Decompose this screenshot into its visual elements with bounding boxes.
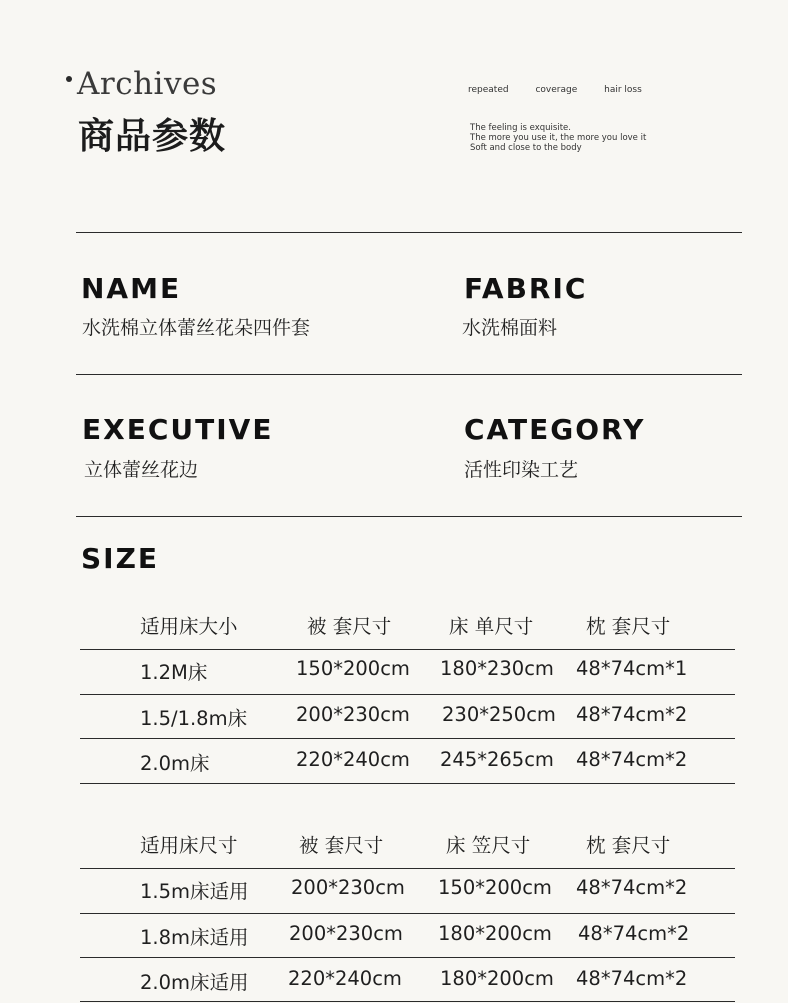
table2-row2-fitted-sheet: 180*200cm [438,922,552,945]
table1-header-duvet: 被 套尺寸 [307,615,392,638]
table1-row1-duvet: 150*200cm [296,657,410,680]
table2-row3-pillow: 48*74cm*2 [576,967,688,990]
tag-hair-loss: hair loss [604,85,642,95]
table1-row3-duvet: 220*240cm [296,748,410,771]
tagline-line-3: Soft and close to the body [470,143,582,153]
table1-row3-sheet: 245*265cm [440,748,554,771]
tagline-line-2: The more you use it, the more you love it [470,133,647,143]
table2-header-pillow: 枕 套尺寸 [586,834,671,857]
table2-row1-duvet: 200*230cm [291,876,405,899]
executive-label: EXECUTIVE [82,413,274,446]
table2-row2-bed: 1.8m床适用 [140,926,249,949]
table1-row2-pillow: 48*74cm*2 [576,703,688,726]
table2-row1-bed: 1.5m床适用 [140,880,249,903]
tag-row [468,85,666,95]
table1-row1-bed: 1.2M床 [140,661,208,684]
category-value: 活性印染工艺 [464,459,579,481]
tag-coverage: coverage [535,85,578,95]
table1-rule [80,738,735,739]
table2-rule [80,1001,735,1002]
table2-header-bed: 适用床尺寸 [140,834,238,857]
table2-row3-duvet: 220*240cm [288,967,402,990]
table2-row3-fitted-sheet: 180*200cm [440,967,554,990]
table1-row3-pillow: 48*74cm*2 [576,748,688,771]
table1-row2-sheet: 230*250cm [442,703,556,726]
table2-row2-pillow: 48*74cm*2 [578,922,690,945]
table2-row2-duvet: 200*230cm [289,922,403,945]
table1-header-pillow: 枕 套尺寸 [586,615,671,638]
table1-rule [80,783,735,784]
table2-header-duvet: 被 套尺寸 [299,834,384,857]
table2-rule [80,868,735,869]
table1-row1-pillow: 48*74cm*1 [576,657,688,680]
executive-value: 立体蕾丝花边 [84,459,199,481]
table2-rule [80,957,735,958]
table1-row1-sheet: 180*230cm [440,657,554,680]
tag-repeated: repeated [468,85,509,95]
archives-heading: Archives [77,66,218,102]
table1-rule [80,694,735,695]
fabric-value: 水洗棉面料 [462,317,558,339]
tagline-line-1: The feeling is exquisite. [470,123,571,133]
name-value: 水洗棉立体蕾丝花朵四件套 [82,317,311,339]
bullet-dot [66,76,72,82]
table1-rule [80,649,735,650]
table1-row2-duvet: 200*230cm [296,703,410,726]
divider [76,374,742,375]
table2-row1-pillow: 48*74cm*2 [576,876,688,899]
tagline [470,123,670,153]
table1-header-sheet: 床 单尺寸 [449,615,534,638]
table1-row2-bed: 1.5/1.8m床 [140,707,248,730]
divider [76,232,742,233]
name-label: NAME [81,272,182,305]
page-title: 商品参数 [78,116,227,157]
table2-header-fitted-sheet: 床 笠尺寸 [446,834,531,857]
table1-row3-bed: 2.0m床 [140,752,210,775]
fabric-label: FABRIC [464,272,588,305]
table2-row1-fitted-sheet: 150*200cm [438,876,552,899]
size-label: SIZE [81,542,160,575]
table1-header-bed: 适用床大小 [140,615,238,638]
divider [76,516,742,517]
table2-rule [80,913,735,914]
table2-row3-bed: 2.0m床适用 [140,971,249,994]
category-label: CATEGORY [464,413,646,446]
